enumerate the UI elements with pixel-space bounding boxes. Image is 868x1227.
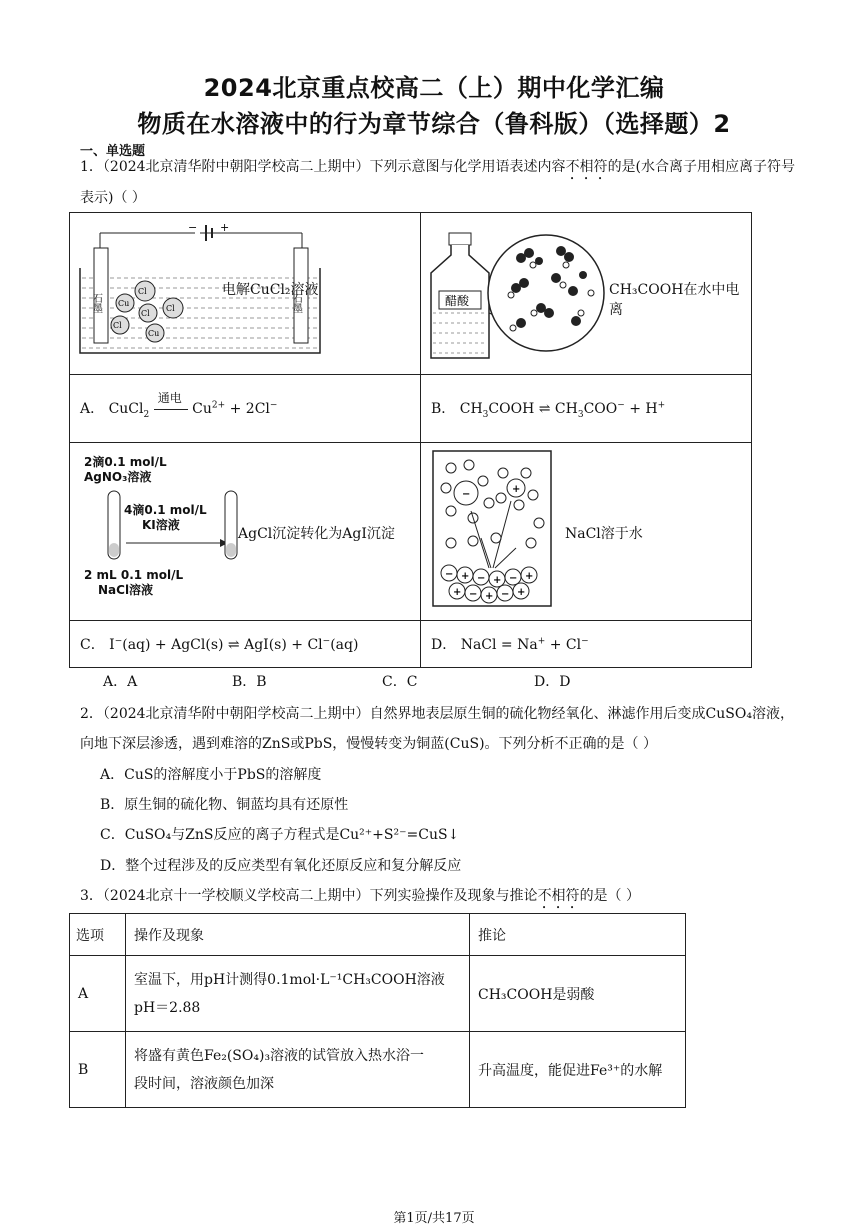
svg-text:Cu: Cu (118, 299, 130, 308)
title-line-1: 2024北京重点校高二（上）期中化学汇编 (203, 74, 665, 102)
svg-text:−: − (501, 589, 510, 600)
svg-text:+: + (453, 587, 462, 598)
svg-text:−: − (509, 573, 518, 584)
question-3-table (69, 913, 686, 1108)
emphasis-text: 不相符 (565, 159, 608, 175)
svg-text:Cl: Cl (138, 287, 147, 296)
caption-nacl-dissolve: NaCl溶于水 (565, 526, 643, 542)
svg-text:−: − (188, 221, 198, 234)
cell-acetic-ionization (421, 213, 752, 375)
q2-option-d[interactable]: D．整个过程涉及的反应类型有氧化还原反应和复分解反应 (100, 858, 462, 874)
header-inference: 推论 (470, 914, 686, 956)
svg-text:+: + (512, 484, 521, 495)
header-option: 选项 (70, 914, 126, 956)
answer-choice-c[interactable]: C．C (382, 674, 418, 690)
svg-text:Cl: Cl (166, 304, 175, 313)
option-c-equation: C． I−(aq) + AgCl(s) ⇌ AgI(s) + Cl−(aq) (70, 621, 421, 668)
svg-text:+: + (485, 591, 494, 602)
svg-text:醋酸: 醋酸 (445, 294, 470, 308)
question-1-table (69, 212, 752, 668)
header-operation: 操作及现象 (126, 914, 470, 956)
q2-option-a[interactable]: A．CuS的溶解度小于PbS的溶解度 (100, 767, 322, 783)
option-d-equation: D． NaCl = Na+ + Cl− (421, 621, 752, 668)
option-a-equation: A． CuCl$_2$ 通电 $Cu^{2+} + 2Cl^-$ (70, 375, 421, 443)
svg-text:Cl: Cl (141, 309, 150, 318)
table-row: A 室温下，用pH计测得0.1mol·L⁻¹CH₃COOH溶液 pH＝2.88 CH₃COOH是弱酸 (70, 956, 686, 1032)
cell-precipitate-conversion: 2滴0.1 mol/L AgNO₃溶液 4滴0.1 mol/L KI溶液 2 mL 0.1 mol/L NaCl溶液 AgCl沉淀转化为AgI沉淀 (70, 443, 421, 621)
svg-text:−: − (469, 589, 478, 600)
caption-precipitate: AgCl沉淀转化为AgI沉淀 (238, 526, 395, 542)
question-1: 1．（2024北京清华附中朝阳学校高二上期中）下列示意图与化学用语表述内容不相符的是(水合离子用相应离子符号表示)（ ） (80, 159, 796, 206)
page-footer: 第1页/共17页 (393, 1211, 475, 1226)
cell-electrolysis (70, 213, 421, 375)
answer-choice-d[interactable]: D．D (534, 674, 571, 690)
caption-acetic-ionization: CH₃COOH在水中电离 (609, 282, 740, 318)
section-heading: 一、单选题 (80, 144, 146, 159)
cell-nacl-dissolve (421, 443, 752, 621)
svg-text:石墨: 石墨 (90, 293, 102, 313)
table-row: B 将盛有黄色Fe₂(SO₄)₃溶液的试管放入热水浴一 段时间，溶液颜色加深 升高温度，能促进Fe³⁺的水解 (70, 1032, 686, 1108)
question-3: 3．（2024北京十一学校顺义学校高二上期中）下列实验操作及现象与推论不相符的是（ ） (80, 888, 641, 904)
caption-electrolysis: 电解CuCl₂溶液 (222, 282, 319, 298)
q2-option-c[interactable]: C．CuSO₄与ZnS反应的离子方程式是Cu²⁺+S²⁻=CuS↓ (100, 827, 460, 843)
svg-text:Cu: Cu (148, 329, 160, 338)
svg-text:+: + (517, 587, 526, 598)
svg-text:石墨: 石墨 (290, 293, 302, 313)
svg-text:+: + (525, 571, 534, 582)
electrolysis-label: 通电 (157, 391, 182, 406)
svg-text:Cl: Cl (113, 321, 122, 330)
option-b-equation: B． $CH_3COOH$ ⇌ $CH_3COO^- + H^+$ (421, 375, 752, 443)
svg-text:−: − (477, 573, 486, 584)
svg-text:+: + (220, 221, 230, 234)
svg-text:−: − (462, 489, 471, 500)
test-tube-diagram (70, 443, 250, 613)
svg-text:+: + (461, 571, 470, 582)
emphasis-text: 不相符 (537, 888, 580, 904)
answer-choice-b[interactable]: B．B (232, 674, 267, 690)
title-line-2: 物质在水溶液中的行为章节综合（鲁科版）（选择题）2 (137, 110, 731, 138)
q2-option-b[interactable]: B．原生铜的硫化物、铜蓝均具有还原性 (100, 797, 349, 813)
question-2: 2．（2024北京清华附中朝阳学校高二上期中）自然界地表层原生铜的硫化物经氧化、淋滤作用后变成CuSO₄溶液，向地下深层渗透，遇到难溶的ZnS或PbS，慢慢转变为铜蓝(CuS)。下列分析不正确的是（ ） (80, 706, 794, 752)
svg-text:−: − (445, 569, 454, 580)
answer-choice-a[interactable]: A．A (103, 674, 138, 690)
svg-text:+: + (493, 575, 502, 586)
